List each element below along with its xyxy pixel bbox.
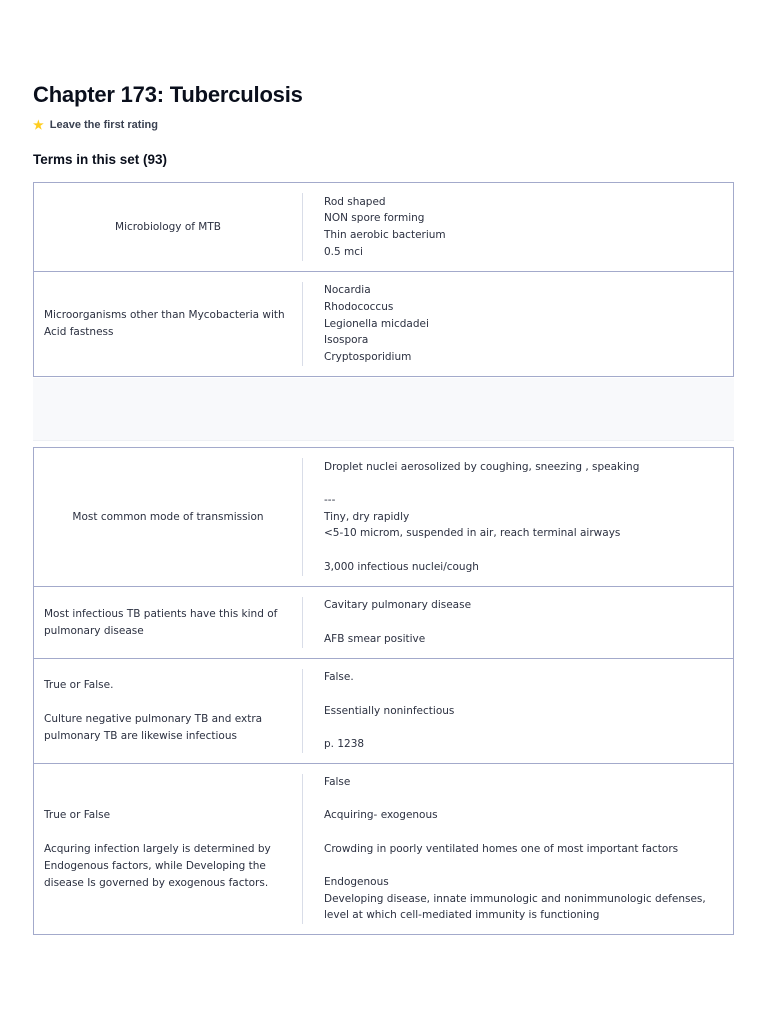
rating-link[interactable] — [33, 119, 158, 131]
page-title: Chapter 173: Tuberculosis — [33, 82, 303, 107]
term-text: Most infectious TB patients have this kind of pulmonary disease — [44, 607, 278, 637]
term-row — [34, 271, 733, 376]
row-divider — [302, 597, 303, 648]
row-divider — [302, 458, 303, 576]
definition-text: False Acquiring- exogenous Crowding in poorly ventilated homes one of most important factors Endogenous Developing disease, innate immunologic and nonimmunologic defenses, level at which cell-mediated immunity is functioning — [324, 775, 706, 922]
terms-card — [33, 182, 734, 377]
definition-text: False. Essentially noninfectious p. 1238 — [324, 671, 455, 751]
term-row — [34, 658, 733, 763]
row-divider — [302, 669, 303, 753]
term-row — [34, 763, 733, 934]
row-divider — [302, 774, 303, 924]
term-row — [34, 183, 733, 271]
definition-text: Rod shaped NON spore forming Thin aerobic bacterium 0.5 mci — [324, 195, 446, 258]
term-row — [34, 448, 733, 586]
star-icon: ★ — [33, 118, 44, 132]
row-divider — [302, 282, 303, 366]
term-text: Most common mode of transmission — [72, 510, 264, 523]
row-divider — [302, 193, 303, 261]
term-row — [34, 586, 733, 658]
term-text: True or False Acquring infection largely is determined by Endogenous factors, while Developing the disease Is governed by exogenous factors. — [44, 808, 271, 889]
term-text: Microbiology of MTB — [115, 220, 221, 233]
definition-text: Nocardia Rhodococcus Legionella micdadei Isospora Cryptosporidium — [324, 284, 429, 364]
terms-heading: Terms in this set (93) — [33, 152, 168, 167]
term-text: True or False. Culture negative pulmonary TB and extra pulmonary TB are likewise infectious — [44, 679, 263, 742]
term-text: Microorganisms other than Mycobacteria with Acid fastness — [44, 309, 285, 338]
definition-text: Droplet nuclei aerosolized by coughing, sneezing , speaking --- Tiny, dry rapidly <5-10 microm, suspended in air, reach terminal airways 3,000 infectious nuclei/cough — [324, 460, 640, 573]
rating-label: Leave the first rating — [49, 119, 158, 131]
ad-placeholder — [33, 378, 734, 441]
definition-text: Cavitary pulmonary disease AFB smear positive — [324, 599, 472, 645]
terms-card — [33, 447, 734, 935]
